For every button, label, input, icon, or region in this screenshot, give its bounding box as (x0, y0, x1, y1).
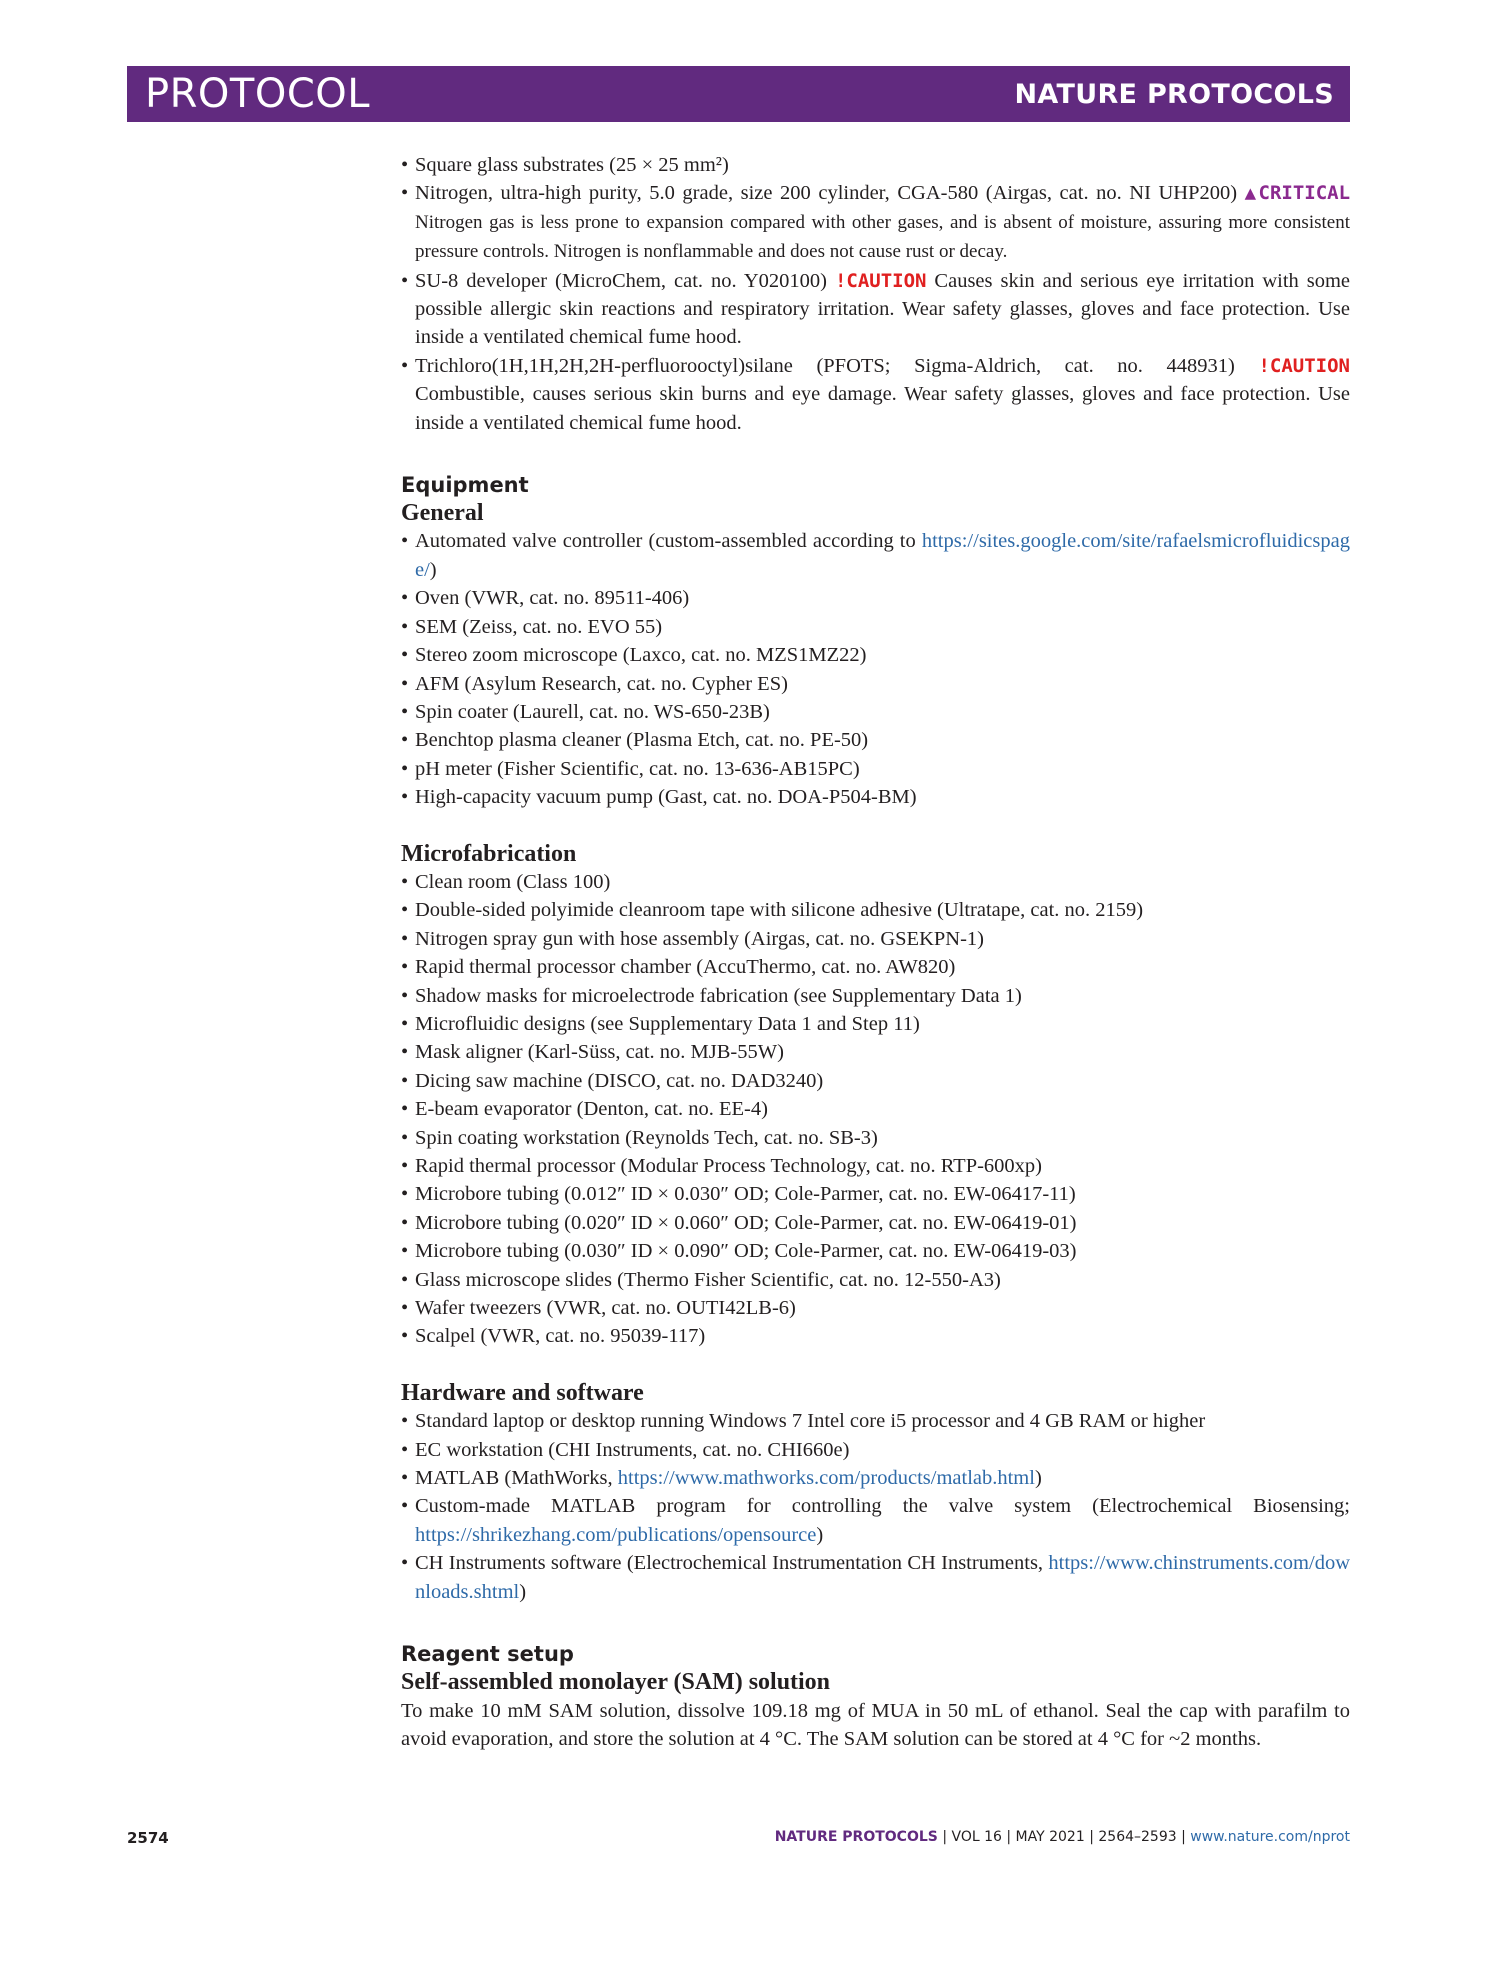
item-text: Custom-made MATLAB program for controlling the valve system (Electrochemical Biosensing; (415, 1495, 1350, 1518)
item-text: Scalpel (VWR, cat. no. 95039-117) (415, 1325, 706, 1348)
item-text: Oven (VWR, cat. no. 89511-406) (415, 587, 690, 610)
footer-separator: | (942, 1829, 948, 1845)
hardware-software-list (401, 1407, 1350, 1606)
item-text: Stereo zoom microscope (Laxco, cat. no. MZS1MZ22) (415, 644, 867, 667)
bullet-icon: • (401, 1098, 409, 1121)
journal-name-header: NATURE PROTOCOLS (1014, 79, 1334, 110)
critical-label: ▲CRITICAL (1244, 182, 1351, 205)
item-text: Clean room (Class 100) (415, 870, 611, 893)
item-text: Spin coating workstation (Reynolds Tech, cat. no. SB-3) (415, 1126, 878, 1149)
item-text: Rapid thermal processor (Modular Process Technology, cat. no. RTP-600xp) (415, 1155, 1043, 1177)
caution-text: Causes skin and serious eye irritation with some possible allergic skin reactions and respiratory irritation. Wear safety glasses, gloves and face protection. Use inside a ventilated chemical fume hood. (415, 269, 1351, 349)
item-text: Glass microscope slides (Thermo Fisher Scientific, cat. no. 12-550-A3) (415, 1268, 1001, 1291)
bullet-icon: • (401, 269, 409, 292)
item-text: Double-sided polyimide cleanroom tape with silicone adhesive (Ultratape, cat. no. 2159) (415, 899, 1144, 922)
list-item (401, 982, 1350, 1010)
list-item (401, 1492, 1350, 1549)
footer-date: MAY 2021 (1015, 1829, 1085, 1845)
caution-label: !CAUTION (1258, 354, 1350, 377)
list-item (401, 1407, 1350, 1435)
bullet-icon: • (401, 644, 409, 667)
bullet-icon: • (401, 672, 409, 695)
list-item (401, 1266, 1350, 1294)
footer-url[interactable]: www.nature.com/nprot (1190, 1829, 1350, 1845)
item-text: AFM (Asylum Research, cat. no. Cypher ES) (415, 672, 788, 695)
item-text: Microbore tubing (0.020″ ID × 0.060″ OD; Cole-Parmer, cat. no. EW-06419-01) (415, 1211, 1077, 1234)
chinstruments-link[interactable]: https://www.chinstruments.com/downloads.shtml (415, 1552, 1351, 1603)
list-item (401, 613, 1350, 641)
list-item (401, 1038, 1350, 1066)
subsection-title-hardware-software: Hardware and software (401, 1379, 644, 1406)
subsection-title-microfabrication: Microfabrication (401, 840, 577, 867)
list-item (401, 1180, 1350, 1208)
item-text: EC workstation (CHI Instruments, cat. no. CHI660e) (415, 1438, 850, 1461)
list-item (401, 1237, 1350, 1265)
list-item (401, 1322, 1350, 1350)
item-text: E-beam evaporator (Denton, cat. no. EE-4) (415, 1098, 768, 1121)
item-text: Trichloro(1H,1H,2H,2H-perfluorooctyl)silane (PFOTS; Sigma-Aldrich, cat. no. 448931) (415, 354, 1235, 377)
footer-separator: | (1181, 1829, 1186, 1845)
list-item (401, 1124, 1350, 1152)
item-text: MATLAB (MathWorks, (415, 1467, 613, 1490)
bullet-icon: • (401, 154, 409, 176)
item-text-tail: ) (519, 1580, 527, 1603)
item-text: Nitrogen, ultra-high purity, 5.0 grade, size 200 cylinder, CGA-580 (Airgas, cat. no. NI UHP200) (415, 182, 1238, 205)
bullet-icon: • (401, 700, 409, 723)
critical-text: Nitrogen gas is less prone to expansion compared with other gases, and is absent of moisture, assuring more consistent pressure controls. Nitrogen is nonflammable and does not cause rust or decay. (415, 211, 1350, 263)
bullet-icon: • (401, 530, 409, 553)
item-text: Mask aligner (Karl-Süss, cat. no. MJB-55W) (415, 1041, 784, 1064)
item-text: Automated valve controller (custom-assembled according to (415, 530, 916, 553)
item-text: SEM (Zeiss, cat. no. EVO 55) (415, 615, 663, 638)
item-text: Dicing saw machine (DISCO, cat. no. DAD3240) (415, 1069, 824, 1092)
bullet-icon: • (401, 1211, 409, 1234)
article-type-label: PROTOCOL (145, 71, 371, 117)
list-item (401, 670, 1350, 698)
list-item (401, 1010, 1350, 1038)
item-text: High-capacity vacuum pump (Gast, cat. no. DOA-P504-BM) (415, 786, 917, 809)
list-item (401, 726, 1350, 754)
list-item (401, 179, 1350, 266)
bullet-icon: • (401, 956, 409, 979)
item-text: Microbore tubing (0.012″ ID × 0.030″ OD; Cole-Parmer, cat. no. EW-06417-11) (415, 1183, 1076, 1206)
bullet-icon: • (401, 182, 409, 205)
list-item (401, 584, 1350, 612)
bullet-icon: • (401, 1183, 409, 1206)
bullet-icon: • (401, 757, 409, 780)
list-item (401, 953, 1350, 981)
page-number: 2574 (127, 1829, 169, 1847)
bullet-icon: • (401, 1240, 409, 1263)
bullet-icon: • (401, 587, 409, 610)
bullet-icon: • (401, 786, 409, 809)
list-item (401, 641, 1350, 669)
caution-text: Combustible, causes serious skin burns and eye damage. Wear safety glasses, gloves and face protection. Use inside a ventilated chemical fume hood. (415, 383, 1350, 434)
subsection-title-general: General (401, 500, 484, 527)
bullet-icon: • (401, 899, 409, 922)
item-text: Standard laptop or desktop running Windows 7 Intel core i5 processor and 4 GB RAM or higher (415, 1410, 1206, 1433)
item-text: Shadow masks for microelectrode fabrication (see Supplementary Data 1) (415, 984, 1022, 1007)
list-item (401, 1067, 1350, 1095)
bullet-icon: • (401, 615, 409, 638)
bullet-icon: • (401, 1438, 409, 1461)
list-item (401, 925, 1350, 953)
item-text: Square glass substrates (25 × 25 mm²) (415, 154, 729, 176)
bullet-icon: • (401, 1495, 409, 1518)
matlab-link[interactable]: https://www.mathworks.com/products/matlab.html (617, 1467, 1035, 1490)
footer-volume: VOL 16 (951, 1829, 1002, 1845)
list-item (401, 527, 1350, 584)
list-item (401, 896, 1350, 924)
list-item (401, 1095, 1350, 1123)
main-content (401, 151, 1350, 1753)
bullet-icon: • (401, 1041, 409, 1064)
list-item (401, 1209, 1350, 1237)
list-item (401, 783, 1350, 811)
item-text: Spin coater (Laurell, cat. no. WS-650-23B) (415, 700, 770, 723)
list-item (401, 151, 1350, 179)
list-item (401, 1294, 1350, 1322)
item-text: Nitrogen spray gun with hose assembly (Airgas, cat. no. GSEKPN-1) (415, 927, 984, 950)
item-text: Microfluidic designs (see Supplementary Data 1 and Step 11) (415, 1012, 920, 1035)
list-item (401, 1549, 1350, 1606)
item-text: Microbore tubing (0.030″ ID × 0.090″ OD; Cole-Parmer, cat. no. EW-06419-03) (415, 1240, 1077, 1263)
list-item (401, 698, 1350, 726)
bullet-icon: • (401, 1297, 409, 1320)
footer-separator: | (1089, 1829, 1094, 1845)
bullet-icon: • (401, 1268, 409, 1291)
list-item (401, 267, 1350, 352)
footer-pages: 2564–2593 (1098, 1829, 1177, 1845)
bullet-icon: • (401, 1552, 409, 1575)
section-title-reagent-setup: Reagent setup (401, 1642, 574, 1667)
list-item (401, 868, 1350, 896)
footer-journal: NATURE PROTOCOLS (774, 1829, 938, 1845)
general-equipment-list (401, 527, 1350, 811)
list-item (401, 755, 1350, 783)
list-item (401, 1152, 1350, 1180)
header-bar (127, 66, 1350, 122)
subsection-title-sam: Self-assembled monolayer (SAM) solution (401, 1669, 830, 1696)
bullet-icon: • (401, 870, 409, 893)
microfabrication-list (401, 868, 1350, 1351)
reagents-list (401, 151, 1350, 437)
footer-citation (775, 1829, 1350, 1845)
list-item (401, 352, 1350, 437)
opensource-link[interactable]: https://shrikezhang.com/publications/opensource (415, 1523, 817, 1546)
valve-controller-link[interactable]: https://sites.google.com/site/rafaelsmicrofluidicspage/ (415, 530, 1350, 581)
bullet-icon: • (401, 984, 409, 1007)
footer-separator: | (1006, 1829, 1012, 1845)
item-text: CH Instruments software (Electrochemical Instrumentation CH Instruments, (415, 1552, 1044, 1575)
item-text-tail: ) (1034, 1467, 1042, 1490)
caution-label: !CAUTION (834, 269, 927, 292)
bullet-icon: • (401, 354, 409, 377)
item-text-tail: ) (816, 1523, 824, 1546)
bullet-icon: • (401, 1069, 409, 1092)
list-item (401, 1436, 1350, 1464)
bullet-icon: • (401, 1126, 409, 1149)
item-text-tail: ) (429, 558, 437, 581)
bullet-icon: • (401, 1467, 409, 1490)
list-item (401, 1464, 1350, 1492)
item-text: Benchtop plasma cleaner (Plasma Etch, cat. no. PE-50) (415, 729, 869, 752)
bullet-icon: • (401, 1012, 409, 1035)
bullet-icon: • (401, 729, 409, 752)
section-title-equipment: Equipment (401, 473, 529, 498)
sam-paragraph: To make 10 mM SAM solution, dissolve 109.18 mg of MUA in 50 mL of ethanol. Seal the cap with parafilm to avoid evaporation, and store the solution at 4 °C. The SAM solution can be stored at 4 °C for ~2 months. (401, 1699, 1350, 1750)
item-text: SU-8 developer (MicroChem, cat. no. Y020100) (415, 269, 827, 292)
bullet-icon: • (401, 1155, 409, 1177)
bullet-icon: • (401, 1325, 409, 1348)
bullet-icon: • (401, 1410, 409, 1433)
bullet-icon: • (401, 927, 409, 950)
item-text: pH meter (Fisher Scientific, cat. no. 13-636-AB15PC) (415, 757, 860, 780)
item-text: Rapid thermal processor chamber (AccuThermo, cat. no. AW820) (415, 956, 956, 979)
item-text: Wafer tweezers (VWR, cat. no. OUTI42LB-6) (415, 1297, 796, 1320)
